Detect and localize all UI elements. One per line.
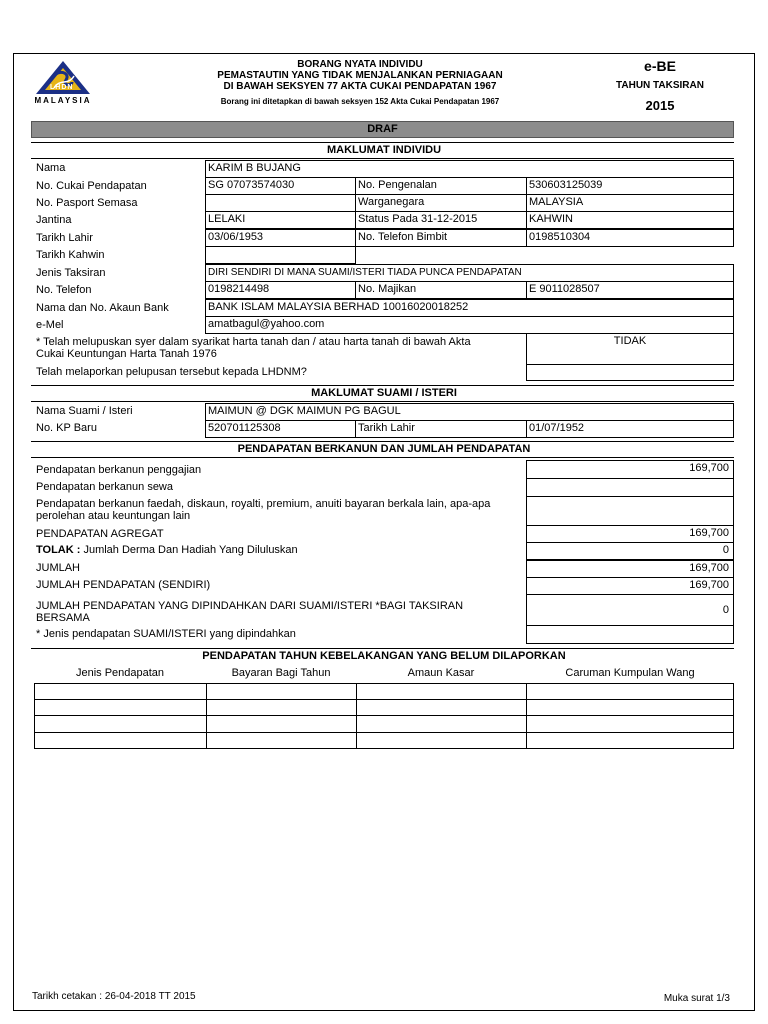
other-income-label-line2: perolehan atau keuntungan lain [36, 510, 191, 522]
reported-answer-field [526, 364, 734, 381]
prior-years-table [34, 683, 734, 749]
table-row-line [34, 732, 734, 733]
print-date: Tarikh cetakan : 26-04-2018 TT 2015 [32, 991, 196, 1002]
marriage-date-field [205, 246, 356, 264]
section-rule [31, 441, 734, 442]
marriage-date-label: Tarikh Kahwin [36, 249, 105, 261]
less-text: Jumlah Derma Dan Hadiah Yang Diluluskan [80, 544, 298, 556]
prior-years-section-title: PENDAPATAN TAHUN KEBELAKANGAN YANG BELUM DILAPORKAN [34, 650, 734, 663]
form-title-line1: BORANG NYATA INDIVIDU [297, 59, 423, 70]
logo-text: LHDN [50, 84, 74, 91]
employer-no-label-cell: No. Majikan [355, 281, 527, 299]
email-label: e-Mel [36, 319, 64, 331]
spouse-kp-label: No. KP Baru [36, 422, 97, 434]
name-label: Nama [36, 162, 66, 174]
gender-label: Jantina [36, 214, 72, 226]
prior-col-gross-amount: Amaun Kasar [407, 667, 475, 679]
less-keyword: TOLAK : [36, 544, 81, 556]
other-income-label-line1: Pendapatan berkanun faedah, diskaun, royalti, premium, anuiti bayaran berkala lain, apa-apa [36, 498, 491, 510]
year-label: TAHUN TAKSIRAN [616, 80, 704, 91]
phone-label: No. Telefon [36, 284, 92, 296]
email-field: amatbagul@yahoo.com [205, 316, 734, 334]
income-section-title: PENDAPATAN BERKANUN DAN JUMLAH PENDAPATAN [34, 443, 734, 456]
status-field: KAHWIN [526, 211, 734, 229]
form-code: e-BE [644, 58, 676, 74]
table-row-line [34, 699, 734, 700]
bank-field: BANK ISLAM MALAYSIA BERHAD 10016020018252 [205, 299, 734, 317]
assessment-year: 2015 [645, 98, 675, 113]
form-title-line2: PEMASTAUTIN YANG TIDAK MENJALANKAN PERNIAGAAN [217, 70, 503, 81]
draft-banner [31, 121, 734, 138]
assessment-type-field: DIRI SENDIRI DI MANA SUAMI/ISTERI TIADA PUNCA PENDAPATAN [205, 264, 734, 282]
transferred-income-label-line1: JUMLAH PENDAPATAN YANG DIPINDAHKAN DARI SUAMI/ISTERI *BAGI TAKSIRAN [36, 600, 464, 612]
spouse-section-title: MAKLUMAT SUAMI / ISTERI [34, 387, 734, 400]
id-no-field: 530603125039 [526, 177, 734, 195]
total-label: JUMLAH [36, 562, 81, 574]
mobile-label-cell: No. Telefon Bimbit [355, 229, 527, 247]
prior-col-payment-year: Bayaran Bagi Tahun [231, 667, 331, 679]
dob-label: Tarikh Lahir [36, 232, 93, 244]
aggregate-income-label: PENDAPATAN AGREGAT [36, 528, 164, 540]
spouse-name-field: MAIMUN @ DGK MAIMUN PG BAGUL [205, 403, 734, 421]
spouse-kp-field: 520701125308 [205, 420, 356, 438]
total-self-label: JUMLAH PENDAPATAN (SENDIRI) [36, 579, 211, 591]
transferred-income-label-line2: BERSAMA [36, 612, 90, 624]
section-rule [31, 158, 734, 159]
dob-field: 03/06/1953 [205, 229, 356, 247]
individual-section-title: MAKLUMAT INDIVIDU [34, 144, 734, 157]
transferred-type-label: * Jenis pendapatan SUAMI/ISTERI yang dipindahkan [36, 628, 296, 640]
table-row-line [34, 715, 734, 716]
passport-label: No. Pasport Semasa [36, 197, 138, 209]
assessment-type-label: Jenis Taksiran [36, 267, 106, 279]
reported-question: Telah melaporkan pelupusan tersebut kepada LHDNM? [36, 366, 307, 378]
status-label-cell: Status Pada 31-12-2015 [355, 211, 527, 229]
table-col-line [526, 683, 527, 749]
aggregate-income-field: 169,700 [526, 525, 734, 543]
disposal-answer-field: TIDAK [526, 333, 734, 365]
employment-income-field: 169,700 [526, 460, 734, 479]
rent-income-field [526, 478, 734, 497]
logo-country: MALAYSIA [34, 96, 92, 105]
form-title-line3: DI BAWAH SEKSYEN 77 AKTA CUKAI PENDAPATAN 1967 [223, 81, 497, 92]
citizenship-field: MALAYSIA [526, 194, 734, 212]
id-label-cell: No. Pengenalan [355, 177, 527, 195]
table-col-line [356, 683, 357, 749]
citizenship-label-cell: Warganegara [355, 194, 527, 212]
section-rule [31, 385, 734, 386]
lhdn-logo [32, 60, 94, 106]
section-rule [31, 457, 734, 458]
tax-no-field: SG 07073574030 [205, 177, 356, 195]
section-rule [31, 401, 734, 402]
transferred-income-field: 0 [526, 594, 734, 626]
transferred-type-field [526, 625, 734, 644]
bank-label: Nama dan No. Akaun Bank [36, 302, 169, 314]
spouse-dob-label-cell: Tarikh Lahir [355, 420, 527, 438]
draft-label: DRAF [367, 123, 398, 135]
phone-field: 0198214498 [205, 281, 356, 299]
prior-col-income-type: Jenis Pendapatan [75, 667, 165, 679]
spouse-name-label: Nama Suami / Isteri [36, 405, 133, 417]
spouse-dob-field: 01/07/1952 [526, 420, 734, 438]
name-field: KARIM B BUJANG [205, 160, 734, 178]
mobile-field: 0198510304 [526, 229, 734, 247]
section-rule [31, 142, 734, 143]
prior-col-fund-contribution: Caruman Kumpulan Wang [565, 667, 695, 679]
passport-field [205, 194, 356, 212]
total-self-field: 169,700 [526, 577, 734, 595]
gender-field: LELAKI [205, 211, 356, 229]
section-rule [31, 648, 734, 649]
employer-no-field: E 9011028507 [526, 281, 734, 299]
less-donation-label [36, 544, 298, 557]
rent-income-label: Pendapatan berkanun sewa [36, 481, 173, 493]
disposal-question-line1: * Telah melupuskan syer dalam syarikat harta tanah dan / atau harta tanah di bawah Akta [36, 336, 471, 348]
table-col-line [206, 683, 207, 749]
tax-no-label: No. Cukai Pendapatan [36, 180, 147, 192]
total-field: 169,700 [526, 560, 734, 578]
less-donation-field: 0 [526, 542, 734, 560]
page-number: Muka surat 1/3 [663, 993, 730, 1004]
disposal-question-line2: Cukai Keuntungan Harta Tanah 1976 [36, 348, 217, 360]
other-income-field [526, 496, 734, 526]
form-subtitle: Borang ini ditetapkan di bawah seksyen 152 Akta Cukai Pendapatan 1967 [220, 97, 500, 106]
employment-income-label: Pendapatan berkanun penggajian [36, 464, 202, 476]
